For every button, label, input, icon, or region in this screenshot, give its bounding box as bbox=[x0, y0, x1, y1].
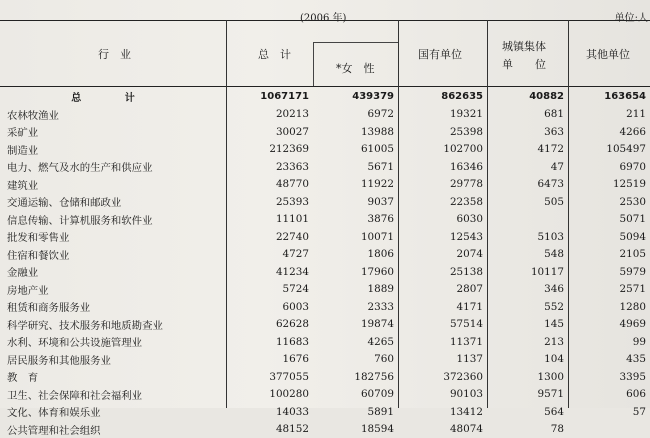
cell-total: 212369 bbox=[226, 141, 313, 159]
cell-collective: 5103 bbox=[487, 228, 568, 246]
header-female: *女 性 bbox=[336, 60, 375, 76]
cell-other: 606 bbox=[568, 386, 650, 404]
row-label: 批发和零售业 bbox=[0, 228, 226, 246]
cell-state: 25398 bbox=[398, 123, 487, 141]
cell-total: 4727 bbox=[226, 246, 313, 264]
cell-state: 90103 bbox=[398, 386, 487, 404]
cell-female: 1889 bbox=[313, 281, 398, 299]
row-label: 采矿业 bbox=[0, 123, 226, 141]
row-label: 信息传输、计算机服务和软件业 bbox=[0, 211, 226, 229]
cell-total: 48770 bbox=[226, 176, 313, 194]
cell-total: 11101 bbox=[226, 211, 313, 229]
cell-female: 13988 bbox=[313, 123, 398, 141]
row-label: 卫生、社会保障和社会福利业 bbox=[0, 386, 226, 404]
cell-state: 25138 bbox=[398, 263, 487, 281]
cell-other: 2571 bbox=[568, 281, 650, 299]
cell-other: 5094 bbox=[568, 228, 650, 246]
cell-other bbox=[568, 421, 650, 438]
cell-female: 5891 bbox=[313, 403, 398, 421]
row-label: 房地产业 bbox=[0, 281, 226, 299]
cell-state: 372360 bbox=[398, 368, 487, 386]
header-state-owned: 国有单位 bbox=[418, 46, 462, 62]
cell-collective: 363 bbox=[487, 123, 568, 141]
cell-collective: 681 bbox=[487, 106, 568, 124]
cell-collective: 104 bbox=[487, 351, 568, 369]
cell-state: 4171 bbox=[398, 298, 487, 316]
table-row bbox=[0, 193, 650, 211]
cell-state: 2074 bbox=[398, 246, 487, 264]
table-row bbox=[0, 333, 650, 351]
table-top-rule bbox=[0, 20, 650, 21]
table-row bbox=[0, 123, 650, 141]
table-row bbox=[0, 298, 650, 316]
cell-other: 3395 bbox=[568, 368, 650, 386]
table-row bbox=[0, 281, 650, 299]
cell-female: 6972 bbox=[313, 106, 398, 124]
cell-collective: 505 bbox=[487, 193, 568, 211]
cell-state: 2807 bbox=[398, 281, 487, 299]
row-label: 居民服务和其他服务业 bbox=[0, 351, 226, 369]
cell-total: 1676 bbox=[226, 351, 313, 369]
cell-collective: 9571 bbox=[487, 386, 568, 404]
header-urban-collective-line2: 单 位 bbox=[502, 56, 546, 72]
cell-other: 2105 bbox=[568, 246, 650, 264]
cell-collective bbox=[487, 211, 568, 229]
table-row bbox=[0, 263, 650, 281]
row-label: 租赁和商务服务业 bbox=[0, 298, 226, 316]
row-label: 文化、体育和娱乐业 bbox=[0, 403, 226, 421]
cell-other: 435 bbox=[568, 351, 650, 369]
cell-collective: 10117 bbox=[487, 263, 568, 281]
cell-female: 10071 bbox=[313, 228, 398, 246]
cell-female: 1806 bbox=[313, 246, 398, 264]
cell-other: 4969 bbox=[568, 316, 650, 334]
row-label: 金融业 bbox=[0, 263, 226, 281]
cell-state: 102700 bbox=[398, 141, 487, 159]
table-row bbox=[0, 386, 650, 404]
cell-female: 17960 bbox=[313, 263, 398, 281]
cell-female: 18594 bbox=[313, 421, 398, 438]
cell-female: 439379 bbox=[313, 88, 398, 106]
cell-other: 5071 bbox=[568, 211, 650, 229]
cell-state: 1137 bbox=[398, 351, 487, 369]
row-label: 科学研究、技术服务和地质勘查业 bbox=[0, 316, 226, 334]
table-row bbox=[0, 106, 650, 124]
cell-female: 2333 bbox=[313, 298, 398, 316]
cell-total: 6003 bbox=[226, 298, 313, 316]
cell-other: 12519 bbox=[568, 176, 650, 194]
table-row bbox=[0, 368, 650, 386]
cell-state: 48074 bbox=[398, 421, 487, 438]
data-table bbox=[0, 88, 650, 438]
cell-other: 105497 bbox=[568, 141, 650, 159]
cell-state: 862635 bbox=[398, 88, 487, 106]
cell-total: 30027 bbox=[226, 123, 313, 141]
cell-female: 182756 bbox=[313, 368, 398, 386]
cell-state: 19321 bbox=[398, 106, 487, 124]
female-column-divider bbox=[313, 42, 314, 86]
table-row bbox=[0, 141, 650, 159]
table-row bbox=[0, 351, 650, 369]
cell-female: 3876 bbox=[313, 211, 398, 229]
cell-total: 100280 bbox=[226, 386, 313, 404]
table-row bbox=[0, 403, 650, 421]
cell-other: 5979 bbox=[568, 263, 650, 281]
row-label: 住宿和餐饮业 bbox=[0, 246, 226, 264]
table-row bbox=[0, 316, 650, 334]
cell-female: 60709 bbox=[313, 386, 398, 404]
table-row bbox=[0, 228, 650, 246]
cell-female: 19874 bbox=[313, 316, 398, 334]
cell-collective: 145 bbox=[487, 316, 568, 334]
cell-state: 12543 bbox=[398, 228, 487, 246]
cell-total: 5724 bbox=[226, 281, 313, 299]
row-label: 农林牧渔业 bbox=[0, 106, 226, 124]
cell-other: 163654 bbox=[568, 88, 650, 106]
row-label: 公共管理和社会组织 bbox=[0, 421, 226, 438]
cell-collective: 78 bbox=[487, 421, 568, 438]
row-label: 建筑业 bbox=[0, 176, 226, 194]
cell-collective: 6473 bbox=[487, 176, 568, 194]
cell-collective: 1300 bbox=[487, 368, 568, 386]
cell-total: 14033 bbox=[226, 403, 313, 421]
header-industry: 行 业 bbox=[98, 46, 131, 62]
table-row bbox=[0, 176, 650, 194]
row-label: 电力、燃气及水的生产和供应业 bbox=[0, 158, 226, 176]
row-label: 教 育 bbox=[0, 368, 226, 386]
row-label: 交通运输、仓储和邮政业 bbox=[0, 193, 226, 211]
year-label: (2006 年) bbox=[300, 9, 346, 24]
header-urban-collective-line1: 城镇集体 bbox=[502, 38, 546, 54]
unit-label: 单位:人 bbox=[615, 9, 648, 24]
cell-collective: 548 bbox=[487, 246, 568, 264]
cell-total: 22740 bbox=[226, 228, 313, 246]
cell-collective: 40882 bbox=[487, 88, 568, 106]
cell-other: 57 bbox=[568, 403, 650, 421]
table-header-rule bbox=[0, 86, 650, 87]
header-total: 总 计 bbox=[258, 46, 291, 62]
row-label: 制造业 bbox=[0, 141, 226, 159]
cell-state: 6030 bbox=[398, 211, 487, 229]
table-row bbox=[0, 421, 650, 438]
table-row bbox=[0, 211, 650, 229]
cell-state: 57514 bbox=[398, 316, 487, 334]
cell-total: 41234 bbox=[226, 263, 313, 281]
cell-collective: 213 bbox=[487, 333, 568, 351]
cell-state: 29778 bbox=[398, 176, 487, 194]
cell-female: 11922 bbox=[313, 176, 398, 194]
table-row bbox=[0, 158, 650, 176]
cell-state: 22358 bbox=[398, 193, 487, 211]
row-label: 水利、环境和公共设施管理业 bbox=[0, 333, 226, 351]
cell-other: 1280 bbox=[568, 298, 650, 316]
cell-state: 13412 bbox=[398, 403, 487, 421]
cell-total: 62628 bbox=[226, 316, 313, 334]
cell-other: 6970 bbox=[568, 158, 650, 176]
female-subheader-rule bbox=[313, 42, 398, 43]
cell-collective: 552 bbox=[487, 298, 568, 316]
cell-female: 5671 bbox=[313, 158, 398, 176]
cell-state: 16346 bbox=[398, 158, 487, 176]
cell-total: 11683 bbox=[226, 333, 313, 351]
cell-total: 20213 bbox=[226, 106, 313, 124]
cell-other: 2530 bbox=[568, 193, 650, 211]
cell-female: 760 bbox=[313, 351, 398, 369]
table-caption-line bbox=[0, 5, 650, 21]
cell-total: 1067171 bbox=[226, 88, 313, 106]
cell-total: 377055 bbox=[226, 368, 313, 386]
cell-collective: 4172 bbox=[487, 141, 568, 159]
table-row bbox=[0, 246, 650, 264]
cell-collective: 564 bbox=[487, 403, 568, 421]
cell-female: 4265 bbox=[313, 333, 398, 351]
cell-other: 4266 bbox=[568, 123, 650, 141]
cell-total: 25393 bbox=[226, 193, 313, 211]
cell-collective: 47 bbox=[487, 158, 568, 176]
cell-total: 48152 bbox=[226, 421, 313, 438]
cell-female: 61005 bbox=[313, 141, 398, 159]
cell-total: 23363 bbox=[226, 158, 313, 176]
cell-other: 211 bbox=[568, 106, 650, 124]
total-row-label: 总 计 bbox=[0, 88, 226, 106]
cell-female: 9037 bbox=[313, 193, 398, 211]
total-row bbox=[0, 88, 650, 106]
cell-state: 11371 bbox=[398, 333, 487, 351]
header-other-units: 其他单位 bbox=[586, 46, 630, 62]
cell-other: 99 bbox=[568, 333, 650, 351]
cell-collective: 346 bbox=[487, 281, 568, 299]
